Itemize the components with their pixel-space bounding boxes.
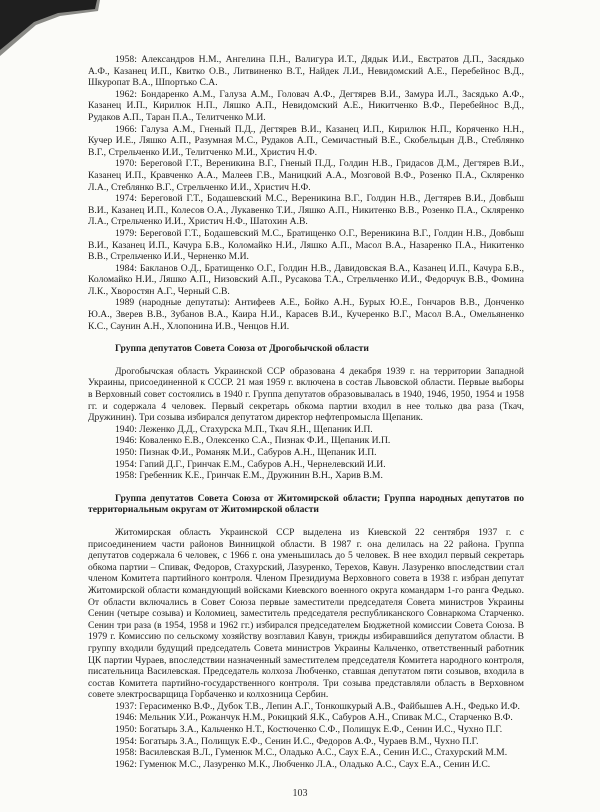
deputy-year-list: 1984: Бакланов О.Д., Братищенко О.Г., Голдин Н.В., Давидовская В.А., Казанец И.П., Качура Б.В., Коломайко Н.И., Ляшко А.П., Низовский А.П., Русакова Т.А., Стрельченко И.И., Федорчук В.В., Фомина Л.К., Хворостян А.Г., Черный С.В. bbox=[88, 262, 524, 297]
deputy-year-list: 1937: Герасименко В.Ф., Дубок Т.В., Лепин А.Г., Тонкошкурый А.В., Файбышев А.Н., Федько И.Ф. bbox=[115, 700, 520, 712]
deputy-year-list: 1974: Береговой Г.Т., Бодашевский М.С., Вереникина В.Г., Голдин Н.В., Дегтярев В.И., Довбыш В.И., Казанец И.П., Колесов О.А., Лукавенко Т.И., Ляшко А.П., Никитенко В.В., Розенко П.А., Скляренко Л.А., Стрельченко И.И., Христич Н.Ф., Шатохин А.В. bbox=[88, 193, 524, 228]
deputy-year-list: 1979: Береговой Г.Т., Бодашевский М.С., Братищенко О.Г., Вереникина В.Г., Голдин Н.В., Довбыш В.И., Казанец И.П., Качура Б.В., Коломайко Н.И., Ляшко А.П., Масол В.А., Назаренко П.А., Никитенко В.В., Стрельченко И.И., Черненко М.И. bbox=[88, 227, 524, 263]
section-paragraph-drohobych: Дрогобычская область Украинской ССР образована 4 декабря 1939 г. на территории Западной Украины, присоединенной к СССР. 21 мая 1959 г. включена в состав Львовской области. Первые выборы в Верховный совет состоялись в 1940 г. Группа депутатов образовывалась в 1940, 1946, 1950, 1954 и 1958 гг. и содержала 4 человек. Первый секретарь обкома партии входил в нее только два раза (Ткач, Дружинин). Три созыва избирался депутатом директор нефтепромысла Щепаник. bbox=[88, 365, 524, 424]
section-heading-zhytomyr: Группа депутатов Совета Союза от Житомирской области; Группа народных депутатов по территориальным округам от Житомирской области bbox=[88, 492, 524, 516]
section-paragraph-zhytomyr: Житомирская область Украинской ССР выделена из Киевской 22 сентября 1937 г. с присоединением части районов Винницкой области. В 1987 г. она делилась на 22 района. Группа депутатов содержала 6 человек, с 1966 г. она уменьшилась до 5 человек. В нее входил первый секретарь обкома партии – Спивак, Федоров, Стахурский, Лазуренко, Терехов, Кавун. Лазуренко впоследствии стал членом Комитета партийного контроля. Членом Президиума Верховного совета в 1938 г. избран депутат Житомирской области командующий войсками Киевского военного округа командарм 1-го ранга Федько. От области включались в Совет Союза первые заместители председателя Совета министров Украины Сенин (четыре созыва) и Коломиец, заместитель председателя республиканского Совнаркома Старченко. Сенин три раза (в 1954, 1958 и 1962 гг.) избирался председателем Бюджетной комиссии Совета Союза. В 1979 г. Комиссию по сельскому хозяйству возглавил Кавун, трижды избиравшийся депутатом области. В группу входили будущий председатель Совета министров Украины Кальченко, ответственный работник ЦК партии Чураев, впоследствии назначенный заместителем председателя Комитета народного контроля, писательница Василевская. Председатель колхоза Любченко, ставшая депутатом пяти созывов, входила в состав Комитета партийно-государственного контроля. Три созыва представляли область в Верховном совете электросварщица Горбаченко и колхозница Сербин. bbox=[88, 526, 524, 701]
deputy-year-list: 1946: Коваленко Е.В., Олексенко С.А., Пизнак Ф.И., Щепаник И.П. bbox=[115, 435, 391, 447]
deputy-year-list: 1958: Гребенник К.Е., Гринчак Е.М., Дружинин В.Н., Харив В.М. bbox=[115, 470, 383, 482]
deputy-year-list: 1962: Гуменюк М.С., Лазуренко М.К., Любченко Л.А., Оладько А.С., Саух Е.А., Сенин И.С. bbox=[115, 758, 491, 770]
deputy-year-list: 1966: Галуза А.М., Гненый П.Д., Дегтярев В.И., Казанец И.П., Кирилюк Н.П., Коряченко Н.Н., Кучер И.Е., Ляшко А.П., Разумная М.С., Рудаков А.П., Семичастный В.Е., Скобельцын Д.В., Стеблянко В.Г., Стрельченко И.И., Телитченко М.И., Христич Н.Ф. bbox=[88, 123, 524, 158]
page-content bbox=[88, 54, 524, 770]
page-number: 103 bbox=[292, 788, 308, 799]
section-heading-drohobych: Группа депутатов Совета Союза от Дрогобычской области bbox=[115, 343, 369, 355]
deputy-year-list: 1958: Александров Н.М., Ангелина П.Н., Валигура И.Т., Дядык И.И., Евстратов Д.П., Засядько А.Ф., Казанец И.П., Квитко О.В., Литвиненко В.Т., Найдек Л.И., Невидомский А.Е., Перебейнос В.Д., Шкуропат В.А., Шпортько С.А. bbox=[88, 54, 524, 89]
deputy-year-list: 1950: Пизнак Ф.И., Романяк М.И., Сабуров А.Н., Щепаник И.П. bbox=[115, 447, 377, 458]
deputy-year-list: 1946: Мельник У.И., Рожанчук Н.М., Рокицкий Я.К., Сабуров А.Н., Спивак М.С., Старченко В.Ф. bbox=[115, 712, 513, 724]
deputy-year-list: 1962: Бондаренко А.М., Галуза А.М., Головач А.Ф., Дегтярев В.И., Замура И.Л., Засядько А.Ф., Казанец И.П., Кирилюк Н.П., Ляшко А.П., Невидомский А.Е., Никитченко В.Ф., Перебейнос В.Д., Рудаков А.П., Таран П.А., Телитченко М.И. bbox=[88, 88, 524, 123]
deputy-year-list: 1940: Леженко Д.Д., Стахурска М.П., Ткач Я.Н., Щепаник И.П. bbox=[115, 423, 373, 435]
deputy-year-list: 1950: Богатырь З.А., Кальченко Н.Т., Костюченко С.Ф., Полищук Е.Ф., Сенин И.С., Чухно П.Г. bbox=[115, 724, 503, 736]
deputy-year-list: 1970: Береговой Г.Т., Вереникина В.Г., Гненый П.Д., Голдин Н.В., Гридасов Д.М., Дегтярев В.И., Казанец И.П., Кравченко А.А., Малеев Г.В., Маницкий А.А., Мозговой В.Ф., Розенко П.А., Скляренко Л.А., Стеблянко В.Г., Стрельченко И.И., Христич Н.Ф. bbox=[88, 158, 524, 193]
deputy-year-list: 1954: Гапий Д.Г., Гринчак Е.М., Сабуров А.Н., Чернелевский И.И. bbox=[115, 458, 386, 470]
deputy-year-list: 1989 (народные депутаты): Антифеев А.Е., Бойко А.Н., Бурых Ю.Е., Гончаров В.В., Донченко Ю.А., Зверев В.В., Зубанов В.А., Каира Н.И., Карасев В.И., Кучеренко В.Г., Масол В.А., Омельяненко К.С., Саунин А.Н., Хлопонина И.В., Ченцов Н.И. bbox=[88, 297, 524, 332]
deputy-year-list: 1958: Василевская В.Л., Гуменюк М.С., Оладько А.С., Саух Е.А., Сенин И.С., Стахурский М.М. bbox=[115, 747, 508, 759]
scan-corner-artifact bbox=[0, 0, 100, 52]
deputy-year-list: 1954: Богатырь З.А., Полищук Е.Ф., Сенин И.С., Федоров А.Ф., Чураев В.М., Чухно П.Г. bbox=[115, 735, 479, 747]
